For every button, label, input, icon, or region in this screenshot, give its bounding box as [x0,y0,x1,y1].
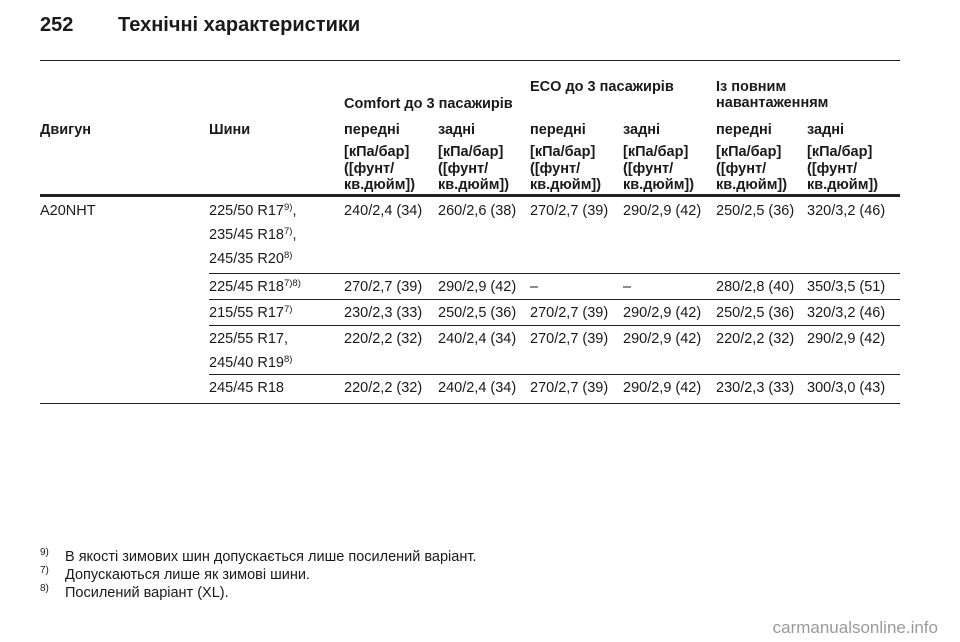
pressure-value-cell: 230/2,3 (33) [344,305,423,321]
tire-size-cell: 235/45 R18$^{7)}$, [209,226,297,243]
unit-header: [кПа/бар] ([фунт/ кв.дюйм]) [716,144,788,193]
col-header-comfort-rear: задні [438,122,476,138]
page-number: 252 [40,14,74,36]
pressure-value-cell: – [530,279,539,295]
col-header-tires: Шини [209,122,251,138]
unit-header: [кПа/бар] ([фунт/ кв.дюйм]) [807,144,879,193]
pressure-value-cell: 260/2,6 (38) [438,203,517,219]
page-header [40,14,360,37]
pressure-value-cell: 350/3,5 (51) [807,279,886,295]
pressure-value-cell: 290/2,9 (42) [438,279,517,295]
col-header-comfort-front: передні [344,122,400,138]
page-title: Технічні характеристики [118,14,361,36]
engine-cell: A20NHT [40,203,96,219]
col-header-full-front: передні [716,122,772,138]
watermark: carmanualsonline.info [772,618,938,637]
tire-size-cell: 245/45 R18 [209,380,284,396]
group-header-comfort: Comfort до 3 пасажирів [344,96,513,112]
pressure-value-cell: 220/2,2 (32) [716,331,795,347]
unit-header: [кПа/бар] ([фунт/ кв.дюйм]) [344,144,416,193]
pressure-value-cell: 230/2,3 (33) [716,380,795,396]
pressure-value-cell: 290/2,9 (42) [623,331,702,347]
group-header-eco: ECO до 3 пасажирів [530,79,674,95]
group-header-full-load: Із повним навантаженням [716,79,829,111]
pressure-value-cell: 270/2,7 (39) [344,279,423,295]
header-divider [40,194,900,197]
col-header-engine: Двигун [40,122,92,138]
row-divider [209,374,900,375]
col-header-full-rear: задні [807,122,845,138]
pressure-value-cell: 250/2,5 (36) [438,305,517,321]
tire-size-cell: 245/35 R20$^{8)}$ [209,250,293,267]
row-divider [209,273,900,274]
unit-header: [кПа/бар] ([фунт/ кв.дюйм]) [530,144,602,193]
pressure-value-cell: 240/2,4 (34) [438,331,517,347]
pressure-value-cell: 270/2,7 (39) [530,331,609,347]
unit-header: [кПа/бар] ([фунт/ кв.дюйм]) [623,144,695,193]
pressure-value-cell: 240/2,4 (34) [344,203,423,219]
tire-size-cell: 225/50 R17$^{9)}$, [209,202,297,219]
pressure-value-cell: 320/3,2 (46) [807,305,886,321]
pressure-value-cell: 240/2,4 (34) [438,380,517,396]
pressure-value-cell: 280/2,8 (40) [716,279,795,295]
pressure-value-cell: 270/2,7 (39) [530,203,609,219]
pressure-value-cell: 220/2,2 (32) [344,380,423,396]
col-header-eco-front: передні [530,122,586,138]
unit-header: [кПа/бар] ([фунт/ кв.дюйм]) [438,144,510,193]
pressure-value-cell: 290/2,9 (42) [623,203,702,219]
pressure-value-cell: 250/2,5 (36) [716,203,795,219]
pressure-value-cell: 220/2,2 (32) [344,331,423,347]
row-divider [209,325,900,326]
tire-size-cell: 245/40 R19$^{8)}$ [209,354,293,371]
pressure-value-cell: 250/2,5 (36) [716,305,795,321]
pressure-value-cell: 270/2,7 (39) [530,380,609,396]
pressure-value-cell: 290/2,9 (42) [807,331,886,347]
col-header-eco-rear: задні [623,122,661,138]
pressure-value-cell: – [623,279,632,295]
tire-size-cell: 215/55 R17$^{7)}$ [209,304,293,321]
header-rule [40,60,900,61]
row-divider [209,299,900,300]
pressure-value-cell: 270/2,7 (39) [530,305,609,321]
row-divider [40,403,900,404]
tire-size-cell: 225/55 R17, [209,331,289,347]
tire-size-cell: 225/45 $R18^{7)8)}$ [209,278,301,295]
pressure-value-cell: 290/2,9 (42) [623,380,702,396]
pressure-value-cell: 290/2,9 (42) [623,305,702,321]
pressure-value-cell: 320/3,2 (46) [807,203,886,219]
pressure-value-cell: 300/3,0 (43) [807,380,886,396]
